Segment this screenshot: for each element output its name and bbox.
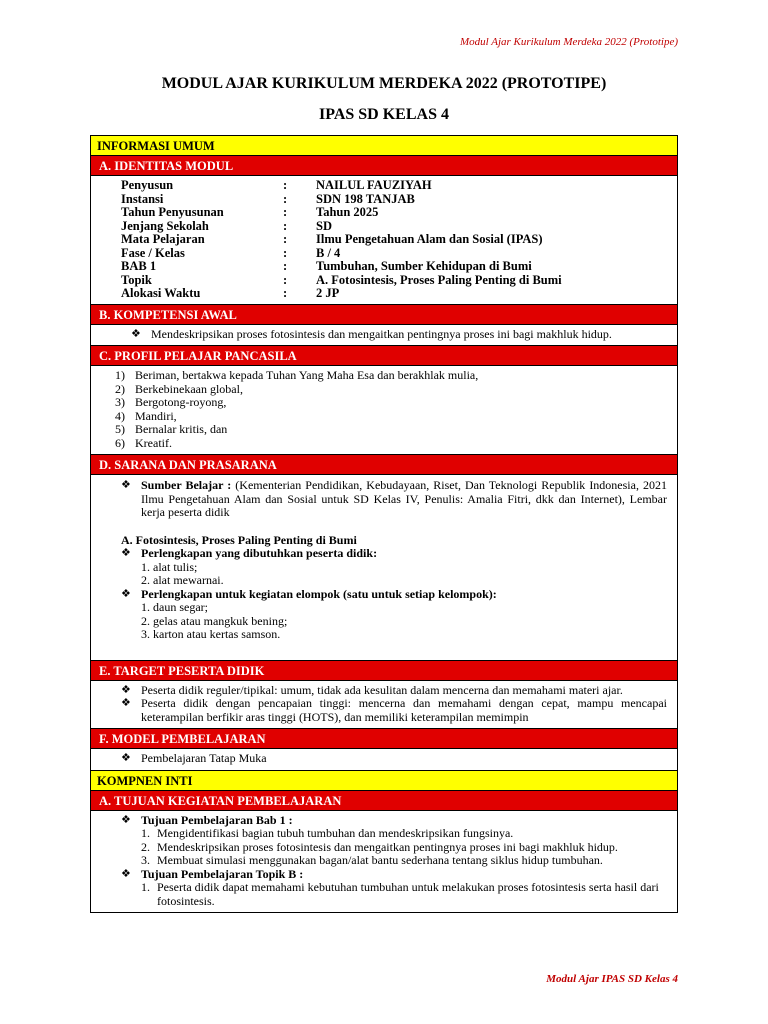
list-item <box>121 814 667 828</box>
list-text: Kreatif. <box>135 435 172 450</box>
list-item <box>121 752 667 766</box>
diamond-bullet-icon: ❖ <box>121 697 131 709</box>
section-profil-pelajar: C. PROFIL PELAJAR PANCASILA <box>91 346 677 366</box>
tujuan-bab-list <box>121 827 667 868</box>
identitas-row <box>121 220 677 234</box>
identitas-value: B / 4 <box>316 245 341 260</box>
list-item <box>121 547 667 561</box>
identitas-colon: : <box>283 272 288 287</box>
list-item <box>141 841 667 855</box>
kompetensi-text: Mendeskripsikan proses fotosintesis dan mengaitkan pentingnya proses ini bagi makhluk hidup. <box>151 326 612 341</box>
identitas-row <box>121 233 677 247</box>
sumber-belajar-colon: : <box>223 478 236 492</box>
list-item <box>121 684 667 698</box>
running-footer: Modul Ajar IPAS SD Kelas 4 <box>546 973 678 985</box>
identitas-label: Fase / Kelas <box>121 245 185 260</box>
section-target-peserta: E. TARGET PESERTA DIDIK <box>91 661 677 681</box>
diamond-bullet-icon: ❖ <box>121 479 131 491</box>
identitas-colon: : <box>283 286 288 300</box>
identitas-label: Alokasi Waktu <box>121 286 201 300</box>
identitas-block <box>91 176 677 305</box>
diamond-bullet-icon: ❖ <box>121 683 131 696</box>
list-item <box>115 396 667 410</box>
tujuan-bab-label: Tujuan Pembelajaran Bab 1 : <box>141 812 293 827</box>
section-informasi-umum: INFORMASI UMUM <box>91 136 677 156</box>
identitas-row <box>121 206 677 220</box>
list-number: 2) <box>115 381 125 396</box>
diamond-bullet-icon: ❖ <box>121 547 131 559</box>
list-item <box>115 437 667 451</box>
list-item <box>141 827 667 841</box>
diamond-bullet-icon: ❖ <box>131 327 141 340</box>
document-title: MODUL AJAR KURIKULUM MERDEKA 2022 (PROTOTIPE) <box>161 75 607 92</box>
list-number: 3) <box>115 395 125 409</box>
list-item <box>141 854 667 868</box>
list-number: 4) <box>115 408 125 423</box>
identitas-label: Tahun Penyusunan <box>121 205 224 219</box>
identitas-colon: : <box>283 178 288 192</box>
list-text: Peserta didik dapat memahami kebutuhan tumbuhan untuk melakukan proses fotosintesis serta hasil dari fotosintesis. <box>157 880 659 908</box>
list-number: 3. <box>141 853 150 867</box>
identitas-value: Tahun 2025 <box>316 205 379 219</box>
list-text: Mengidentifikasi bagian tubuh tumbuhan dan mendeskripsikan fungsinya. <box>157 826 514 840</box>
identitas-row <box>121 247 677 261</box>
identitas-value: NAILUL FAUZIYAH <box>316 178 432 192</box>
list-number: 1. <box>141 880 150 894</box>
list-item <box>115 383 667 397</box>
list-item <box>121 479 667 520</box>
section-identitas-modul: A. IDENTITAS MODUL <box>91 156 677 176</box>
target-block <box>91 681 677 730</box>
model-text: Pembelajaran Tatap Muka <box>141 751 267 765</box>
kompetensi-block <box>91 325 677 347</box>
identitas-value: Ilmu Pengetahuan Alam dan Sosial (IPAS) <box>316 232 543 246</box>
list-item <box>121 697 667 724</box>
section-kompetensi-awal: B. KOMPETENSI AWAL <box>91 305 677 325</box>
list-item <box>115 423 667 437</box>
module-table <box>90 135 678 913</box>
section-kompnen-inti: KOMPNEN INTI <box>91 771 677 791</box>
list-item <box>115 369 667 383</box>
diamond-bullet-icon: ❖ <box>121 867 131 880</box>
target-text: Peserta didik dengan pencapaian tinggi: mencerna dan memahami dengan cepat, mampu mencapai keterampilan berfikir aras tinggi (HOTS), dan memiliki keterampilan memimpin <box>141 696 667 724</box>
model-block <box>91 749 677 771</box>
identitas-row <box>121 179 677 193</box>
list-item: 3. karton atau kertas samson. <box>141 627 281 641</box>
tujuan-block <box>91 811 677 913</box>
perlengkapan-label: Perlengkapan yang dibutuhkan peserta didik: <box>141 546 378 560</box>
kelompok-label: Perlengkapan untuk kegiatan elompok (satu untuk setiap kelompok): <box>141 586 497 601</box>
identitas-value: 2 JP <box>316 286 340 300</box>
identitas-label: Jenjang Sekolah <box>121 218 209 233</box>
list-item: 2. gelas atau mangkuk bening; <box>141 613 288 628</box>
identitas-colon: : <box>283 232 288 246</box>
list-item <box>131 328 667 342</box>
list-number: 6) <box>115 435 125 450</box>
identitas-colon: : <box>283 218 288 233</box>
document-subtitle: IPAS SD KELAS 4 <box>319 106 449 123</box>
list-number: 5) <box>115 422 125 436</box>
sumber-belajar-text: (Kementerian Pendidikan, Kebudayaan, Riset, Dan Teknologi Republik Indonesia, 2021 Ilmu Pengetahuan Alam dan Sosial untuk SD Kelas IV, Penulis: Amalia Fitri, dkk dan Internet), Lembar kerja peserta didik <box>141 478 667 519</box>
identitas-row <box>121 260 677 274</box>
identitas-row <box>121 287 677 301</box>
list-text: Bergotong-royong, <box>135 395 227 409</box>
section-sarana-prasarana: D. SARANA DAN PRASARANA <box>91 455 677 475</box>
list-text: Beriman, bertakwa kepada Tuhan Yang Maha Esa dan berakhlak mulia, <box>135 368 479 382</box>
diamond-bullet-icon: ❖ <box>121 813 131 826</box>
perlengkapan-list <box>121 561 667 588</box>
running-header: Modul Ajar Kurikulum Merdeka 2022 (Prototipe) <box>459 36 678 48</box>
sarana-topic: A. Fotosintesis, Proses Paling Penting di Bumi <box>121 532 357 547</box>
identitas-label: BAB 1 <box>121 259 157 273</box>
list-item <box>121 588 667 602</box>
tujuan-topik-list <box>121 881 667 908</box>
identitas-label: Instansi <box>121 191 164 206</box>
identitas-value: A. Fotosintesis, Proses Paling Penting di Bumi <box>316 272 562 287</box>
list-text: Mendeskripsikan proses fotosintesis dan mengaitkan pentingnya proses ini bagi makhluk hidup. <box>157 839 618 854</box>
list-number: 1) <box>115 368 125 382</box>
identitas-row <box>121 193 677 207</box>
list-text: Bernalar kritis, dan <box>135 422 228 436</box>
target-text: Peserta didik reguler/tipikal: umum, tidak ada kesulitan dalam mencerna dan memahami materi ajar. <box>141 682 623 697</box>
identitas-value: Tumbuhan, Sumber Kehidupan di Bumi <box>316 259 532 273</box>
list-item <box>141 881 667 908</box>
list-text: Membuat simulasi menggunakan bagan/alat bantu sederhana tentang siklus hidup tumbuhan. <box>157 853 603 867</box>
identitas-colon: : <box>283 259 288 273</box>
list-text: Mandiri, <box>135 408 177 423</box>
diamond-bullet-icon: ❖ <box>121 752 131 764</box>
list-number: 2. <box>141 839 150 854</box>
profil-block <box>91 366 677 455</box>
list-item: 1. alat tulis; <box>141 559 198 574</box>
list-number: 1. <box>141 826 150 840</box>
sumber-belajar-label: Sumber Belajar <box>141 478 224 492</box>
identitas-value: SDN 198 TANJAB <box>316 191 415 206</box>
kelompok-list <box>121 601 667 642</box>
identitas-colon: : <box>283 205 288 219</box>
section-tujuan-kegiatan: A. TUJUAN KEGIATAN PEMBELAJARAN <box>91 791 677 811</box>
diamond-bullet-icon: ❖ <box>121 587 131 600</box>
list-text: Berkebinekaan global, <box>135 381 243 396</box>
list-item <box>115 410 667 424</box>
identitas-label: Penyusun <box>121 178 174 192</box>
identitas-colon: : <box>283 245 288 260</box>
section-model-pembelajaran: F. MODEL PEMBELAJARAN <box>91 729 677 749</box>
identitas-value: SD <box>316 218 332 233</box>
list-item: 2. alat mewarnai. <box>141 573 224 587</box>
list-item: 1. daun segar; <box>141 600 208 614</box>
identitas-colon: : <box>283 191 288 206</box>
identitas-label: Topik <box>121 272 152 287</box>
identitas-row <box>121 274 677 288</box>
list-item <box>121 868 667 882</box>
tujuan-topik-label: Tujuan Pembelajaran Topik B : <box>141 866 304 881</box>
sarana-block <box>91 475 677 661</box>
identitas-label: Mata Pelajaran <box>121 232 205 246</box>
